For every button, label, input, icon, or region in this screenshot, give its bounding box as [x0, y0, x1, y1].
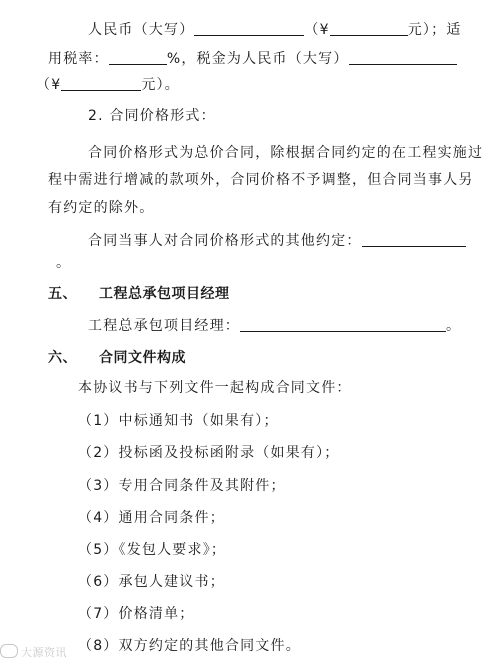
pm-end: 。: [446, 318, 462, 334]
list-item: （3）专用合同条件及其附件；: [78, 478, 286, 494]
tax-rate-label: 用税率：: [48, 51, 109, 67]
pm-label: 工程总承包项目经理：: [88, 318, 240, 334]
section6-number: 六、: [48, 350, 77, 366]
price-form-other-line: [88, 231, 466, 251]
yuan-close-2: 元）。: [141, 77, 180, 93]
section6-title: 合同文件构成: [99, 350, 186, 366]
section5-title: 工程总承包项目经理: [99, 286, 230, 302]
list-item: （6）承包人建议书；: [78, 574, 225, 590]
rmb-upper-label: 人民币（大写）: [88, 22, 195, 38]
section6-heading: [48, 348, 186, 368]
watermark: [0, 644, 67, 661]
watermark-text: 大源资讯: [21, 646, 67, 659]
other-agreement-label: 合同当事人对合同价格形式的其他约定：: [88, 233, 362, 249]
contract-price-line-2: [48, 49, 457, 69]
list-item: （1）中标通知书（如果有）；: [78, 413, 279, 429]
list-item: （8）双方约定的其他合同文件。: [78, 638, 301, 654]
list-item: （2）投标函及投标函附录（如果有）；: [78, 445, 340, 461]
list-item: （4）通用合同条件；: [78, 510, 225, 526]
watermark-logo-icon: [0, 644, 18, 658]
tax-upper-blank: [349, 49, 457, 65]
price-form-para-line-1: 合同价格形式为总价合同，除根据合同约定的在工程实施过: [88, 145, 484, 161]
section5-number: 五、: [48, 286, 77, 302]
tax-amount-label: %，税金为人民币（大写）: [166, 51, 349, 67]
list-item: （5）《发包人要求》；: [78, 542, 227, 558]
yen-open: （¥: [304, 22, 330, 38]
yen-amount-blank: [330, 20, 408, 36]
yuan-close: 元）；适: [407, 22, 462, 38]
price-form-title: 2. 合同价格形式：: [88, 108, 216, 124]
section5-heading: [48, 284, 230, 304]
tax-rate-blank: [109, 49, 167, 65]
price-form-para-line-3: 有约定的除外。: [48, 200, 155, 216]
other-agreement-end: 。: [56, 255, 72, 271]
section6-intro: 本协议书与下列文件一起构成合同文件：: [78, 380, 352, 396]
yen-open-2: （¥: [36, 77, 62, 93]
tax-yen-blank: [61, 75, 141, 91]
project-manager-line: [88, 316, 461, 336]
other-agreement-blank: [362, 231, 466, 247]
pm-blank: [240, 316, 446, 332]
contract-price-line-3: [36, 75, 180, 95]
contract-price-line-1: [88, 20, 462, 40]
list-item: （7）价格清单；: [78, 606, 195, 622]
price-form-para-line-2: 程中需进行增减的款项外，合同价格不予调整，但合同当事人另: [48, 172, 474, 188]
rmb-upper-blank: [194, 20, 304, 36]
